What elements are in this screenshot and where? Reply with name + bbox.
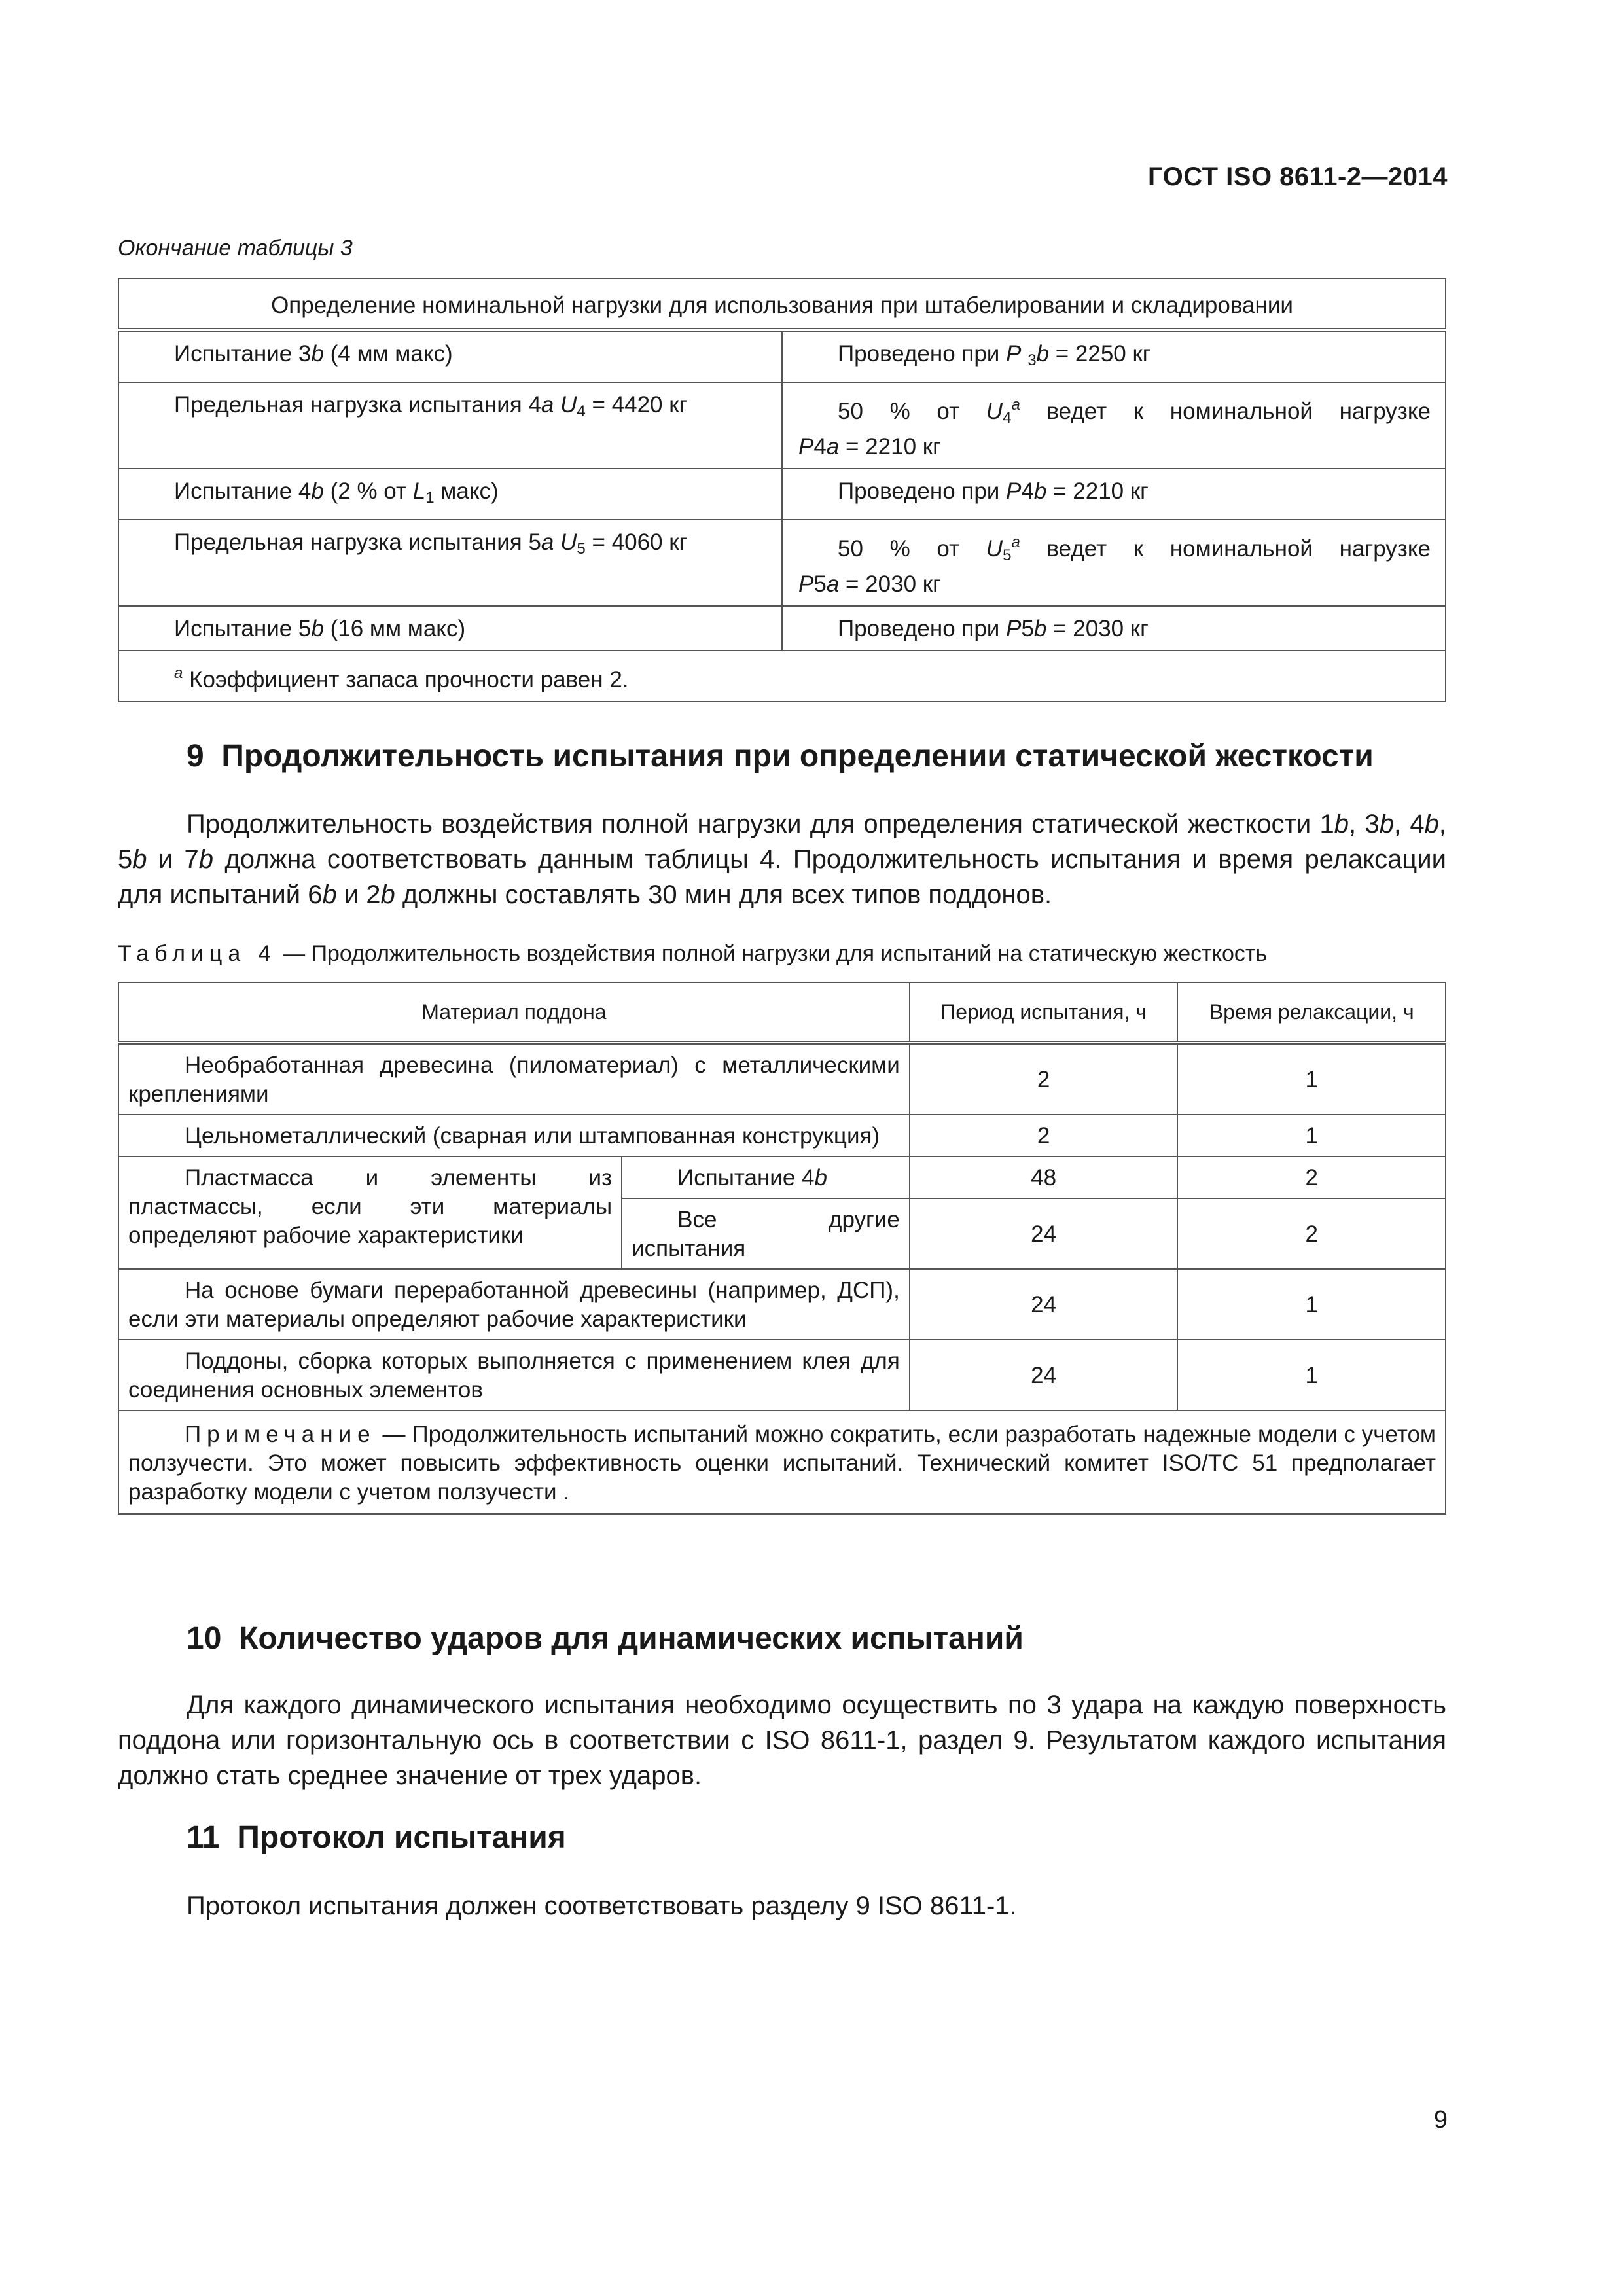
- table3-cell: 50 % от $U_4^a$ ведет к номинальной нагрузке P4a = 2210 кг: [782, 382, 1446, 469]
- table3-cell: Испытание 5b (16 мм макс): [118, 606, 782, 651]
- table3-continuation-label: Окончание таблицы 3: [118, 236, 353, 260]
- table4-relax: 2: [1177, 1157, 1446, 1198]
- section9-paragraph: Продолжительность воздействия полной нагрузки для определения статической жесткости 1b, 3b, 4b, 5b и 7b должна соответствовать данным таблицы 4. Продолжительность испытания и время релаксации для испытаний 6b и 2b должны составлять 30 мин для всех типов поддонов.: [118, 810, 1447, 909]
- table4-relax: 1: [1177, 1043, 1446, 1115]
- table4-period: 24: [910, 1269, 1178, 1340]
- table4-relax: 1: [1177, 1269, 1446, 1340]
- table-row: [118, 1043, 1446, 1115]
- table4-note: Примечание — Продолжительность испытаний можно сократить, если разработать надежные модели с учетом ползучести. Это может повысить эффективность оценки испытаний. Технический комитет ISO/TC 51 предполагает разработку модели с учетом ползучести .: [118, 1410, 1446, 1514]
- table4-period: 2: [910, 1115, 1178, 1157]
- table4-col-header: Время релаксации, ч: [1177, 982, 1446, 1043]
- table3-cell: Проведено при P $_3$b = 2250 кг: [782, 330, 1446, 382]
- table4-col-header: Период испытания, ч: [910, 982, 1178, 1043]
- table3-cell: 50 % от $U_5^a$ ведет к номинальной нагрузке P5a = 2030 кг: [782, 520, 1446, 606]
- table3-cell: Проведено при P4b = 2210 кг: [782, 469, 1446, 520]
- section10-paragraph: Для каждого динамического испытания необходимо осуществить по 3 удара на каждую поверхность поддона или горизонтальную ось в соответствии с ISO 8611-1, раздел 9. Результатом каждого испытания должно стать среднее значение от трех ударов.: [118, 1691, 1446, 1790]
- table4-period: 2: [910, 1043, 1178, 1115]
- table3-cell: Проведено при P5b = 2030 кг: [782, 606, 1446, 651]
- table4-material: Необработанная древесина (пиломатериал) с металлическими креплениями: [118, 1043, 910, 1115]
- standard-header: ГОСТ ISO 8611-2—2014: [1147, 162, 1448, 191]
- table4-material: Цельнометаллический (сварная или штампованная конструкция): [118, 1115, 910, 1157]
- table4: [118, 982, 1446, 1515]
- table3-cell: Испытание 4b (2 % от $L_1$ макс): [118, 469, 782, 520]
- table4-material: Пластмасса и элементы из пластмассы, если эти материалы определяют рабочие характеристики: [118, 1157, 622, 1269]
- table4-sublabel: Испытание 4b: [622, 1157, 910, 1198]
- table4-period: 48: [910, 1157, 1178, 1198]
- table-row: [118, 1340, 1446, 1410]
- table4-period: 24: [910, 1198, 1178, 1269]
- table4-material: На основе бумаги переработанной древесины (например, ДСП), если эти материалы определяют рабочие характеристики: [118, 1269, 910, 1340]
- section11-paragraph: Протокол испытания должен соответствовать разделу 9 ISO 8611-1.: [187, 1892, 1017, 1920]
- table3-cell: Предельная нагрузка испытания 4a $U_4 = 4420$ кг: [118, 382, 782, 469]
- table4-period: 24: [910, 1340, 1178, 1410]
- table4-relax: 1: [1177, 1340, 1446, 1410]
- table3-heading: Определение номинальной нагрузки для использования при штабелировании и складировании: [118, 279, 1446, 330]
- table4-sublabel: Все другие испытания: [622, 1198, 910, 1269]
- table4-relax: 1: [1177, 1115, 1446, 1157]
- table4-material: Поддоны, сборка которых выполняется с применением клея для соединения основных элементов: [118, 1340, 910, 1410]
- table4-col-header: Материал поддона: [118, 982, 910, 1043]
- section10-heading: 10 Количество ударов для динамических испытаний: [187, 1621, 1024, 1656]
- section11-heading: 11 Протокол испытания: [187, 1820, 566, 1855]
- section9-heading: 9 Продолжительность испытания при определении статической жесткости: [187, 739, 1374, 774]
- table-row: [118, 1157, 1446, 1198]
- table-row: [118, 1269, 1446, 1340]
- table4-relax: 2: [1177, 1198, 1446, 1269]
- table3: [118, 278, 1446, 702]
- table3-cell: Испытание 3b (4 мм макс): [118, 330, 782, 382]
- table4-caption: Таблица 4 — Продолжительность воздействия полной нагрузки для испытаний на статическую жесткость: [118, 941, 1268, 966]
- table3-cell: Предельная нагрузка испытания 5a $U_5 = 4060$ кг: [118, 520, 782, 606]
- page-number: 9: [1433, 2106, 1448, 2134]
- table3-footnote: $^a$ Коэффициент запаса прочности равен 2.: [118, 651, 1446, 702]
- table-row: [118, 1115, 1446, 1157]
